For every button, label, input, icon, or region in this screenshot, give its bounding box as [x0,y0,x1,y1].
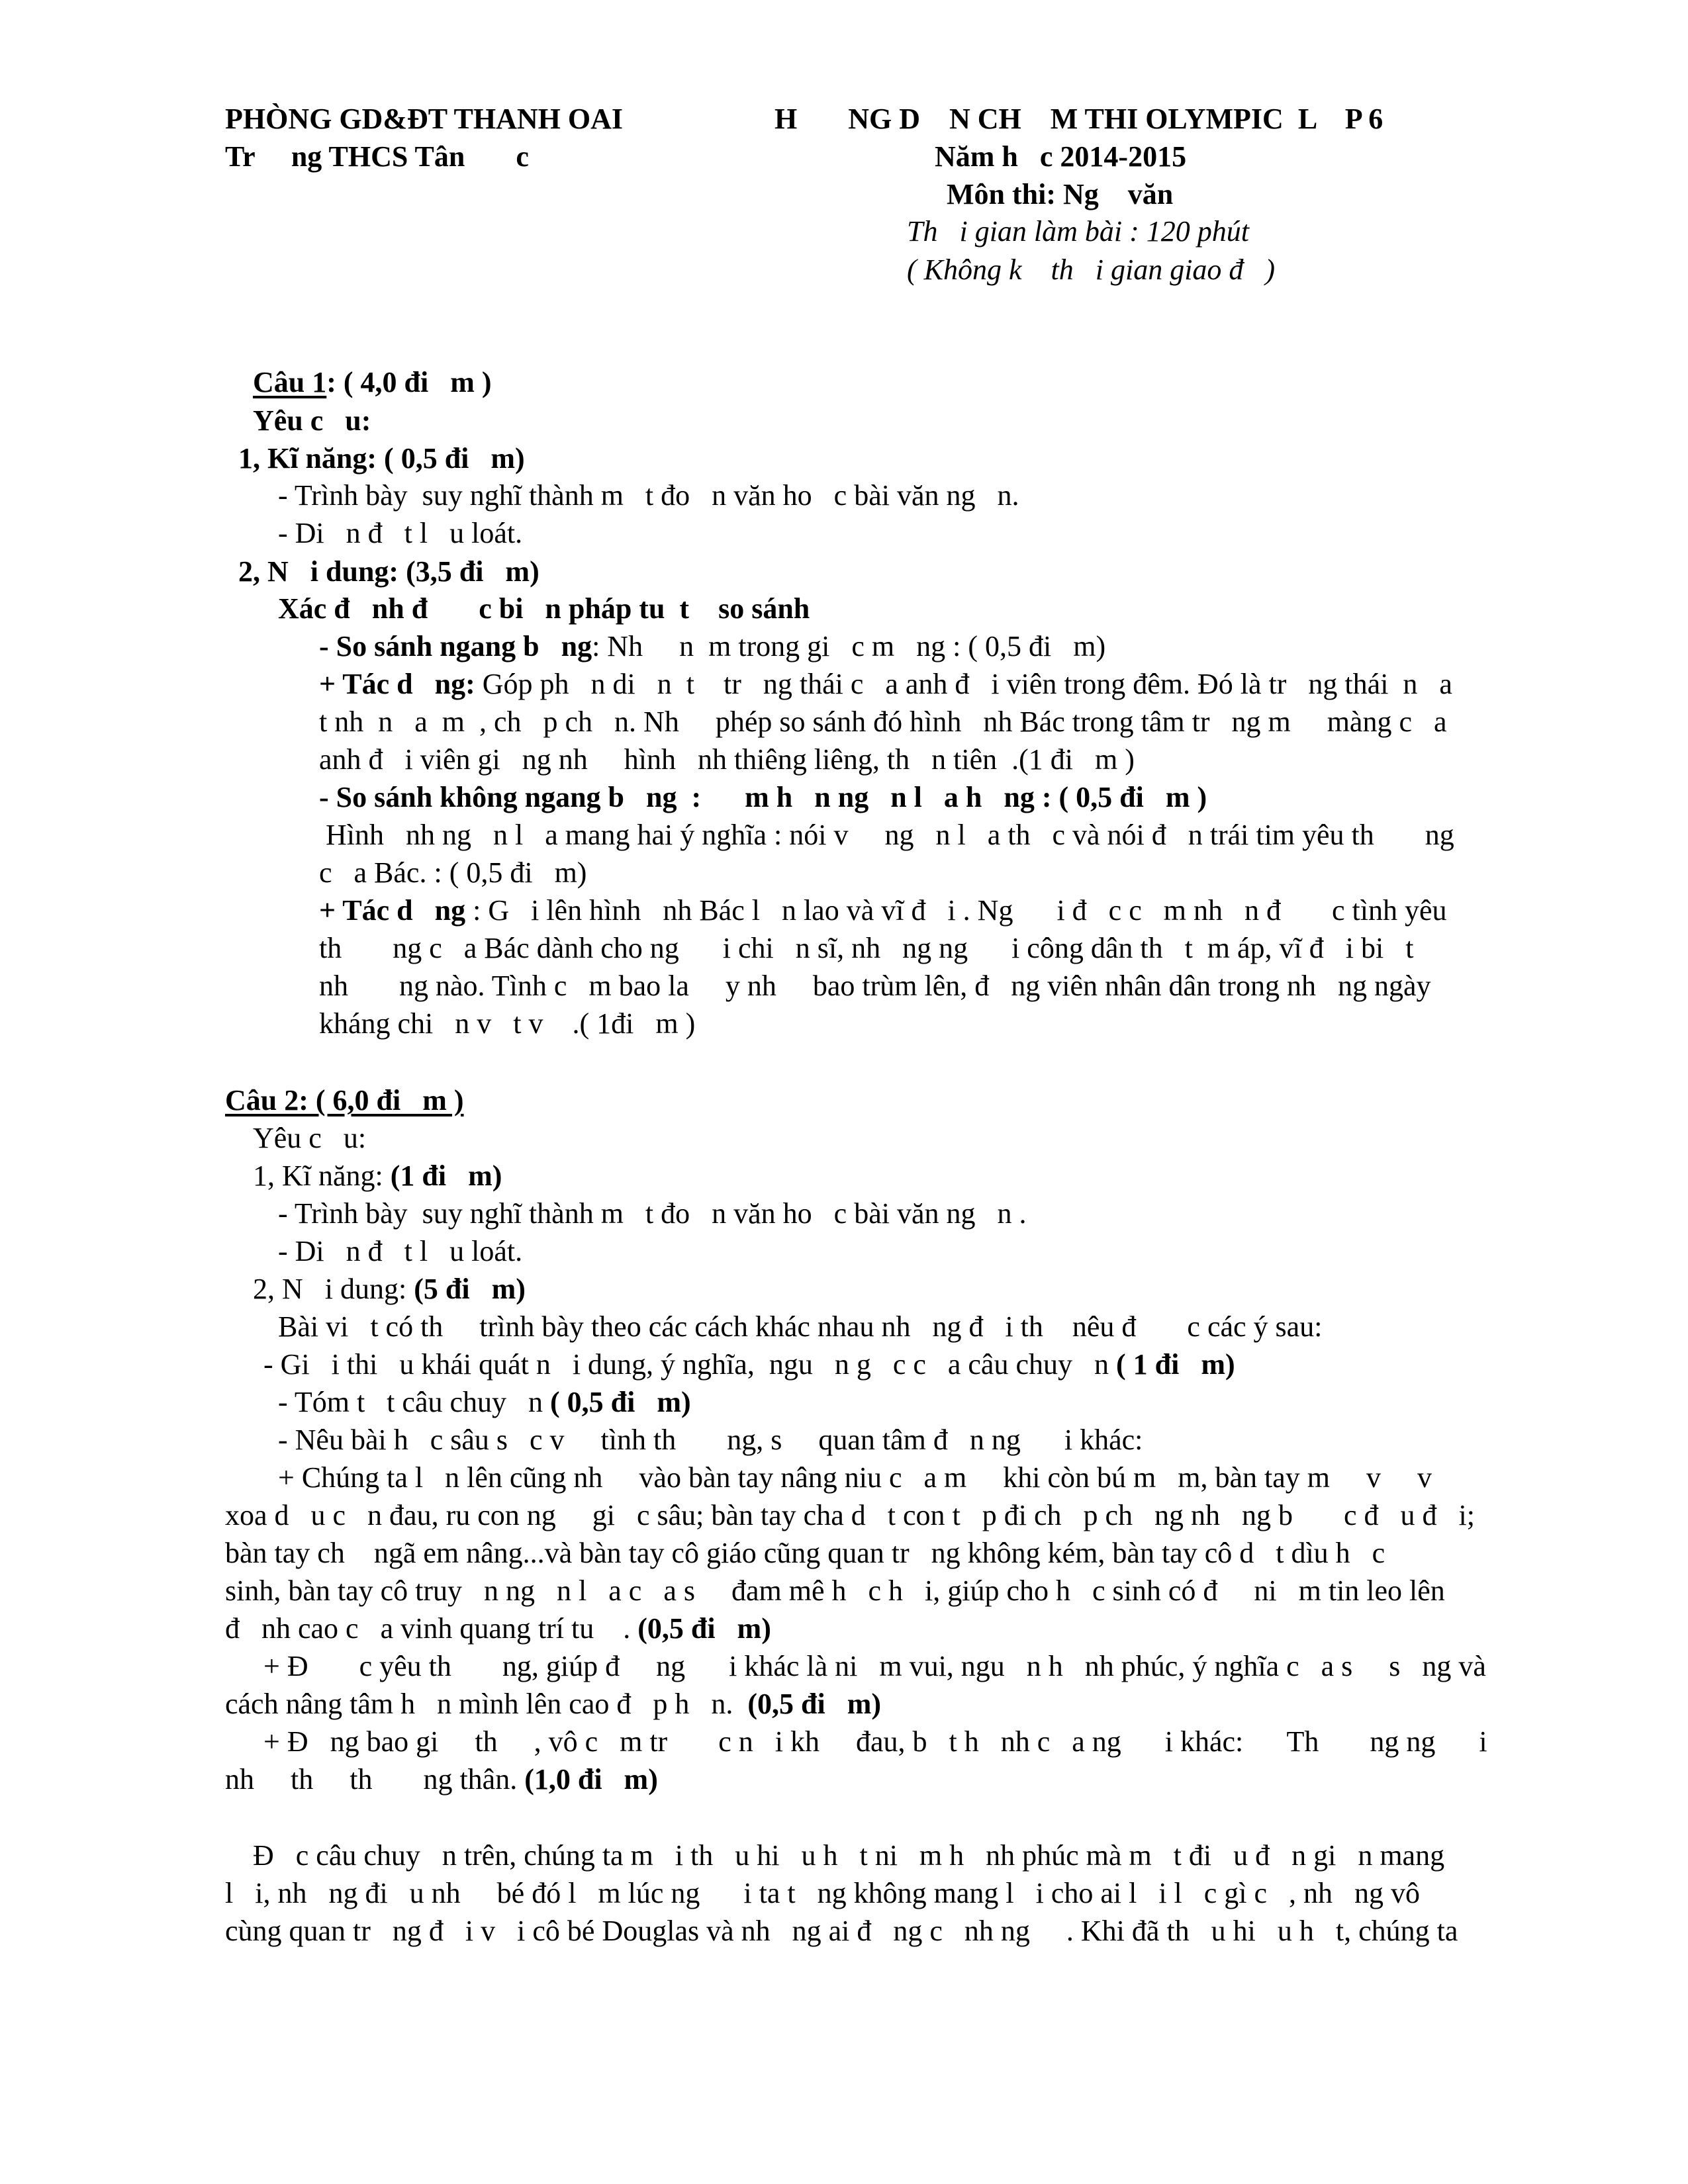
q2-content-line [225,1690,881,1719]
question-2-title: Câu 2: ( 6,0 đi m ) [225,1084,464,1116]
q2-content-line [263,1350,1235,1379]
q2-conclusion-line: cùng quan tr ng đ i v i cô bé Douglas và nh ng ai đ ng c nh ng . Khi đã th u hi u h t, chúng ta [225,1915,1458,1947]
q2-content-label: 2, N i dung: [253,1273,414,1305]
q1-effect-2-line: nh ng nào. Tình c m bao la y nh bao trùm lên, đ ng viên nhân dân trong nh ng ngày [319,970,1431,1002]
q2-content-line: bàn tay ch ngã em nâng...và bàn tay cô giáo cũng quan tr ng không kém, bàn tay cô d t dìu h c [225,1537,1385,1569]
q2-skill-item: - Di n đ t l u loát. [278,1235,523,1267]
q1-identify: Xác đ nh đ c bi n pháp tu t so sánh [278,592,810,625]
q1-comparison-1-label: - So sánh ngang b ng [319,630,592,662]
q1-skill-item: - Di n đ t l u loát. [278,517,523,549]
q1-effect-2-text: : G i lên hình nh Bác l n lao và vĩ đ i . Ng i đ c c m nh n đ c tình yêu [473,894,1447,927]
q1-comparison-2-text: Hình nh ng n l a mang hai ý nghĩa : nói v ng n l a th c và nói đ n trái tim yêu th ng [326,819,1454,851]
q1-effect-2-line [319,896,1446,925]
question-1-heading [253,368,492,397]
q2-intro-score: ( 1 đi m) [1116,1348,1235,1381]
q1-content-heading: 2, N i dung: (3,5 đi m) [238,555,539,588]
q1-effect-2-line: th ng c a Bác dành cho ng i chi n sĩ, nh ng ng i công dân th t m áp, vĩ đ i bi t [319,932,1414,964]
q2-content-heading [253,1275,526,1304]
q2-conclusion-line: l i, nh ng đi u nh bé đó l m lúc ng i ta t ng không mang l i cho ai l i l c gì c , nh ng vô [225,1877,1421,1909]
question-1-title: Câu 1 [253,366,327,398]
q1-effect-1-text: Góp ph n di n t tr ng thái c a anh đ i viên trong đêm. Đó là tr ng thái n a [482,668,1452,700]
q2-content-line: - Nêu bài h c sâu s c v tình th ng, s quan tâm đ n ng i khác: [278,1424,1143,1456]
q2-conclusion-line: Đ c câu chuy n trên, chúng ta m i th u hi u h t ni m h nh phúc mà m t đi u đ n gi n mang [253,1839,1445,1872]
q2-content-line [278,1388,691,1417]
q2-summary-text: - Tóm t t câu chuy n [278,1386,550,1418]
q2-content-line: xoa d u c n đau, ru con ng gi c sâu; bàn tay cha d t con t p đi ch p ch ng nh ng b c đ u đ i; [225,1499,1475,1531]
q2-love-score: (0,5 đi m) [747,1688,882,1720]
q1-comparison-1 [319,632,1105,661]
document-title: H NG D N CH M THI OLYMPIC L P 6 [774,103,1383,135]
subject: Môn thi: Ng văn [947,178,1174,210]
q2-hands-score: (0,5 đi m) [637,1612,771,1645]
q1-skill-item: - Trình bày suy nghĩ thành m t đo n văn ho c bài văn ng n. [278,479,1019,512]
q2-content-line: + Đ c yêu th ng, giúp đ ng i khác là ni m vui, ngu n h nh phúc, ý nghĩa c a s s ng và [263,1650,1486,1682]
q1-effect-1-label: + Tác d ng: [319,668,483,700]
q1-effect-2-label: + Tác d ng [319,894,473,927]
q2-content-line [225,1765,658,1794]
q1-comparison-2: - So sánh không ngang b ng : m h n ng n l a h ng : ( 0,5 đi m ) [319,781,1207,813]
school-dept: PHÒNG GD&ĐT THANH OAI [225,103,623,135]
q2-care-score: (1,0 đi m) [524,1763,658,1796]
question-1-score: : ( 4,0 đi m ) [326,366,492,398]
q2-content-line: sinh, bàn tay cô truy n ng n l a c a s đam mê h c h i, giúp cho h c sinh có đ ni m tin leo lên [225,1574,1445,1607]
q1-effect-1-line: anh đ i viên gi ng nh hình nh thiêng liêng, th n tiên .(1 đi m ) [319,743,1135,776]
q2-content-score: (5 đi m) [414,1273,526,1305]
time-limit: Th i gian làm bài : 120 phút [907,215,1250,248]
school-name: Tr ng THCS Tân c [225,140,529,173]
q2-skills-label: 1, Kĩ năng: [253,1160,391,1192]
q1-skills-heading: 1, Kĩ năng: ( 0,5 đi m) [238,442,525,475]
q2-hands-text: đ nh cao c a vinh quang trí tu . [225,1612,638,1645]
q2-skills-score: (1 đi m) [390,1160,502,1192]
school-year: Năm h c 2014-2015 [935,140,1187,173]
q2-requirements: Yêu c u: [253,1122,367,1154]
q2-summary-score: ( 0,5 đi m) [550,1386,691,1418]
time-note: ( Không k th i gian giao đ ) [907,253,1276,286]
q1-comparison-2-text: c a Bác. : ( 0,5 đi m) [319,856,587,889]
q2-love-text: cách nâng tâm h n mình lên cao đ p h n. [225,1688,748,1720]
q2-content-line: + Chúng ta l n lên cũng nh vào bàn tay nâng niu c a m khi còn bú m m, bàn tay m v v [278,1461,1432,1494]
q1-effect-1-line: t nh n a m , ch p ch n. Nh phép so sánh đó hình nh Bác trong tâm tr ng m màng c a [319,705,1447,738]
q2-skill-item: - Trình bày suy nghĩ thành m t đo n văn ho c bài văn ng n . [278,1197,1027,1230]
q2-content-line: + Đ ng bao gi th , vô c m tr c n i kh đau, b t h nh c a ng i khác: Th ng ng i [263,1725,1487,1758]
q2-content-line [225,1614,771,1643]
q2-care-text: nh th th ng thân. [225,1763,525,1796]
q2-intro-text: - Gi i thi u khái quát n i dung, ý nghĩa, ngu n g c c a câu chuy n [263,1348,1116,1381]
q2-skills-heading [253,1161,502,1191]
q1-effect-1-line [319,670,1452,699]
q1-comparison-1-text: : Nh n m trong gi c m ng : ( 0,5 đi m) [592,630,1106,662]
q1-requirements: Yêu c u: [253,404,371,437]
q2-content-line: Bài vi t có th trình bày theo các cách khác nhau nh ng đ i th nêu đ c các ý sau: [278,1310,1323,1343]
q1-effect-2-line: kháng chi n v t v .( 1đi m ) [319,1007,696,1040]
